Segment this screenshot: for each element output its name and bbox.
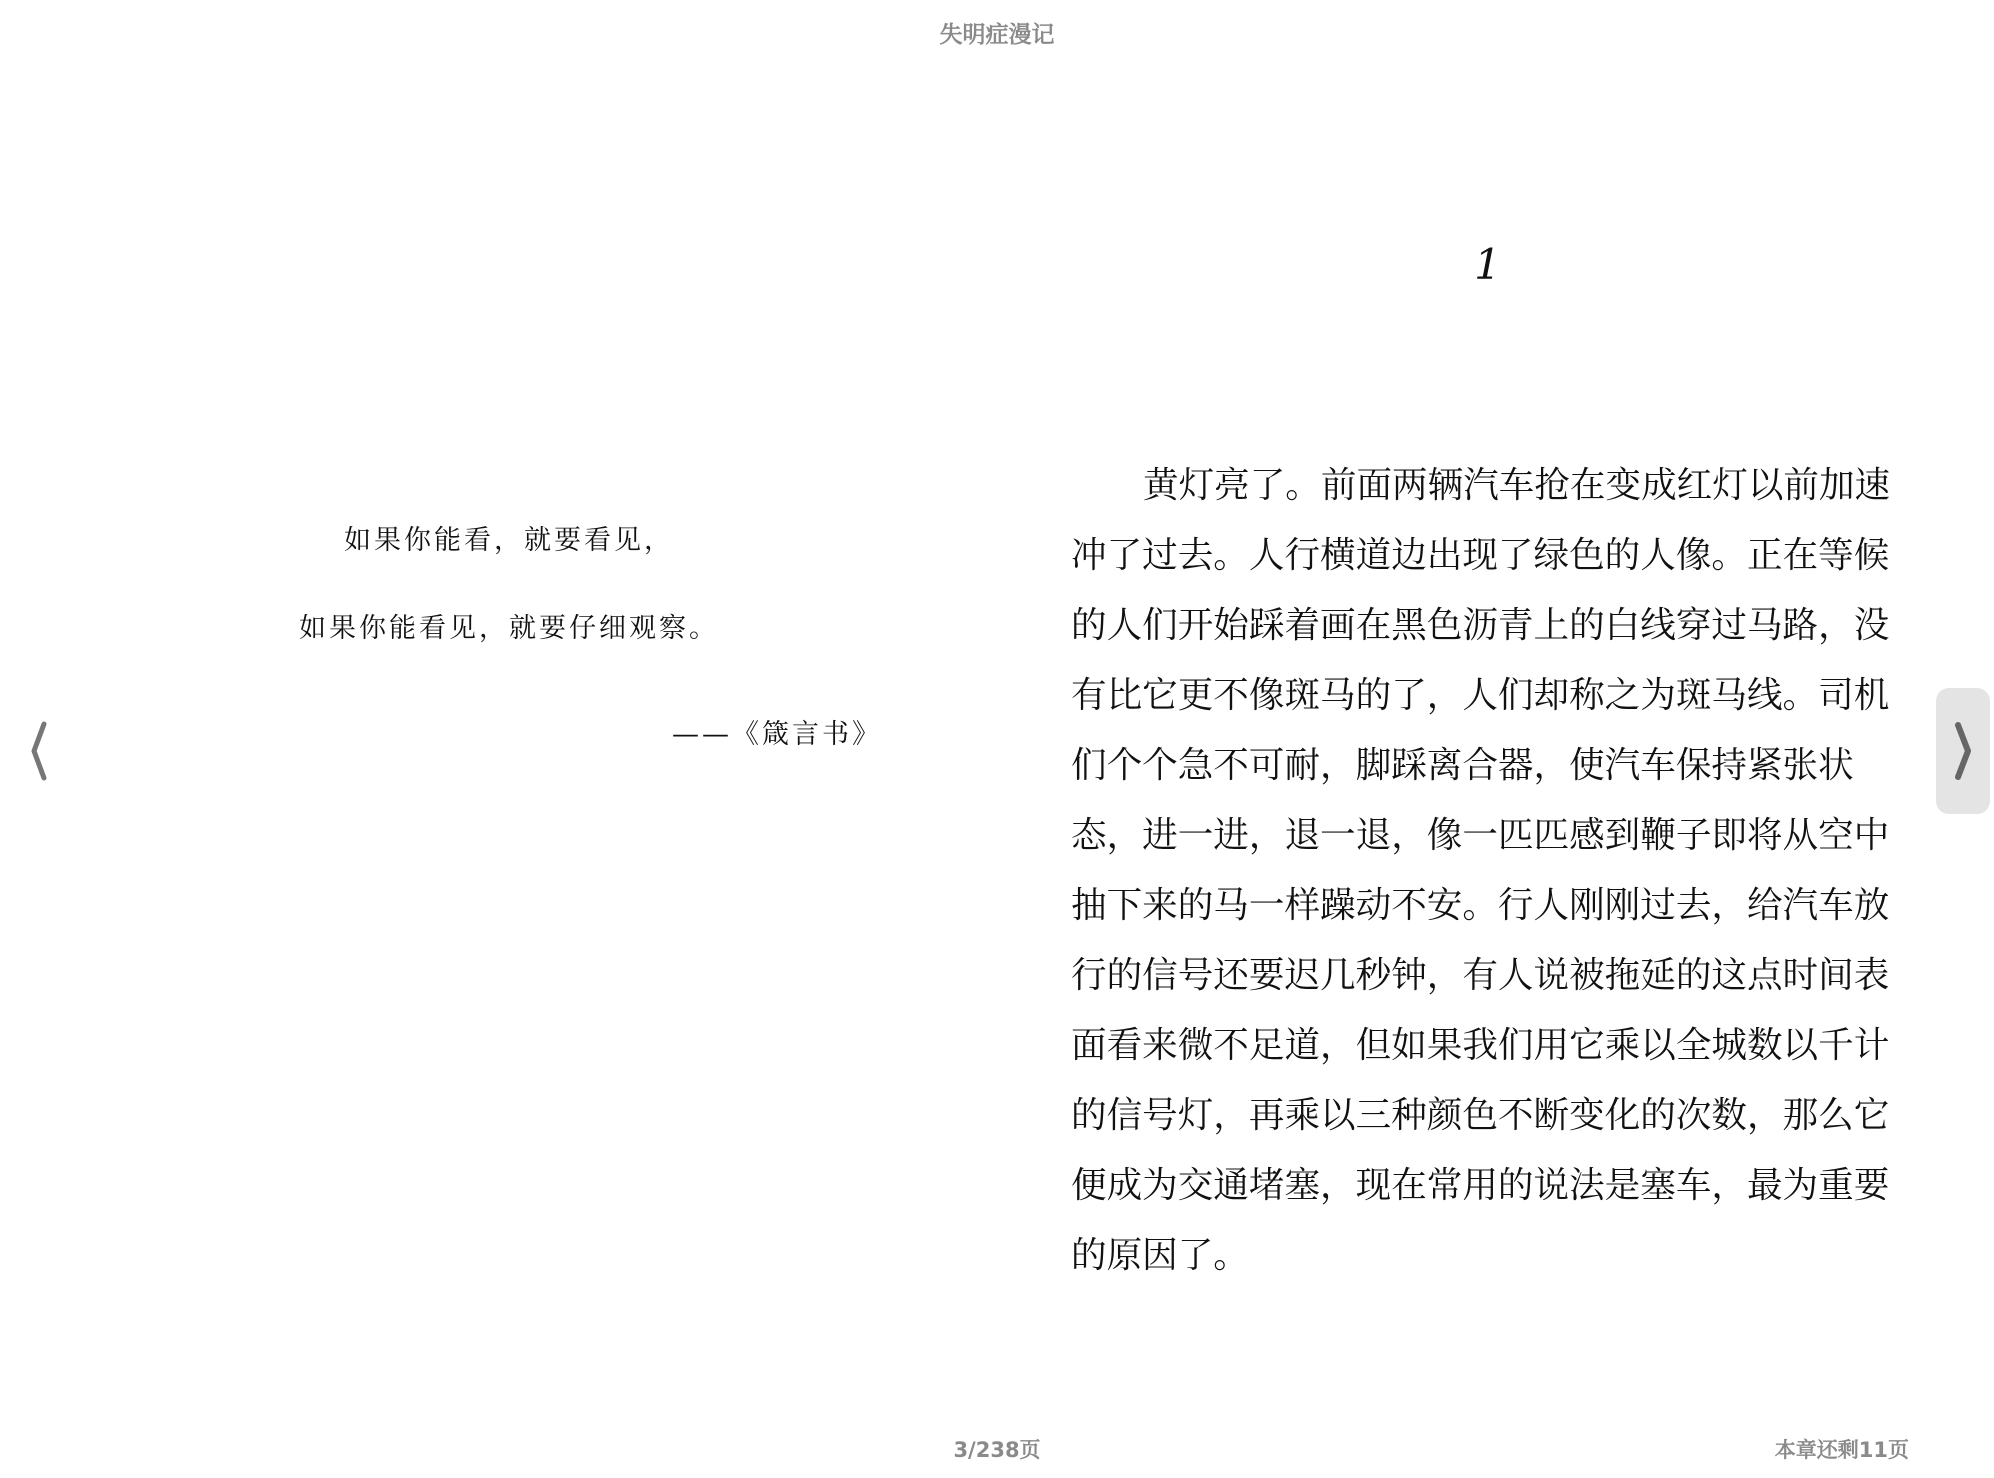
text-line: 的原因了。 (1071, 1235, 1249, 1276)
text-line: 面看来微不足道，但如果我们用它乘以全城数以千计 (1071, 1025, 1890, 1066)
text-line: 有比它更不像斑马的了，人们却称之为斑马线。司机 (1071, 675, 1890, 716)
text-line: 便成为交通堵塞，现在常用的说法是塞车，最为重要 (1071, 1165, 1890, 1206)
text-line: 行的信号还要迟几秒钟，有人说被拖延的这点时间表 (1071, 955, 1890, 996)
text-line: 们个个急不可耐，脚踩离合器，使汽车保持紧张状 (1071, 745, 1854, 786)
chapter-number: 1 (1474, 240, 1501, 289)
text-line: 抽下来的马一样躁动不安。行人刚刚过去，给汽车放 (1071, 885, 1890, 926)
text-line: 的人们开始踩着画在黑色沥青上的白线穿过马路，没 (1071, 605, 1890, 646)
text-line: 的信号灯，再乘以三种颜色不断变化的次数，那么它 (1071, 1095, 1890, 1136)
page-indicator: 3/238页 (953, 1438, 1041, 1462)
epigraph-attribution: ——《箴言书》 (672, 719, 882, 750)
next-page-button[interactable] (1936, 688, 1990, 814)
text-line: 黄灯亮了。前面两辆汽车抢在变成红灯以前加速 (1143, 465, 1891, 506)
epigraph-line: 如果你能看，就要看见， (344, 525, 674, 556)
text-line: 冲了过去。人行横道边出现了绿色的人像。正在等候 (1071, 535, 1890, 576)
previous-page-button[interactable] (22, 718, 58, 784)
book-title: 失明症漫记 (939, 22, 1055, 48)
chapter-remaining: 本章还剩11页 (1774, 1438, 1909, 1462)
chapter-paragraph (1071, 462, 1911, 1302)
text-line: 态，进一进，退一退，像一匹匹感到鞭子即将从空中 (1071, 815, 1890, 856)
epigraph-line: 如果你能看见，就要仔细观察。 (299, 613, 719, 644)
chevron-right-icon (1936, 688, 1990, 814)
chevron-left-icon (22, 718, 58, 784)
